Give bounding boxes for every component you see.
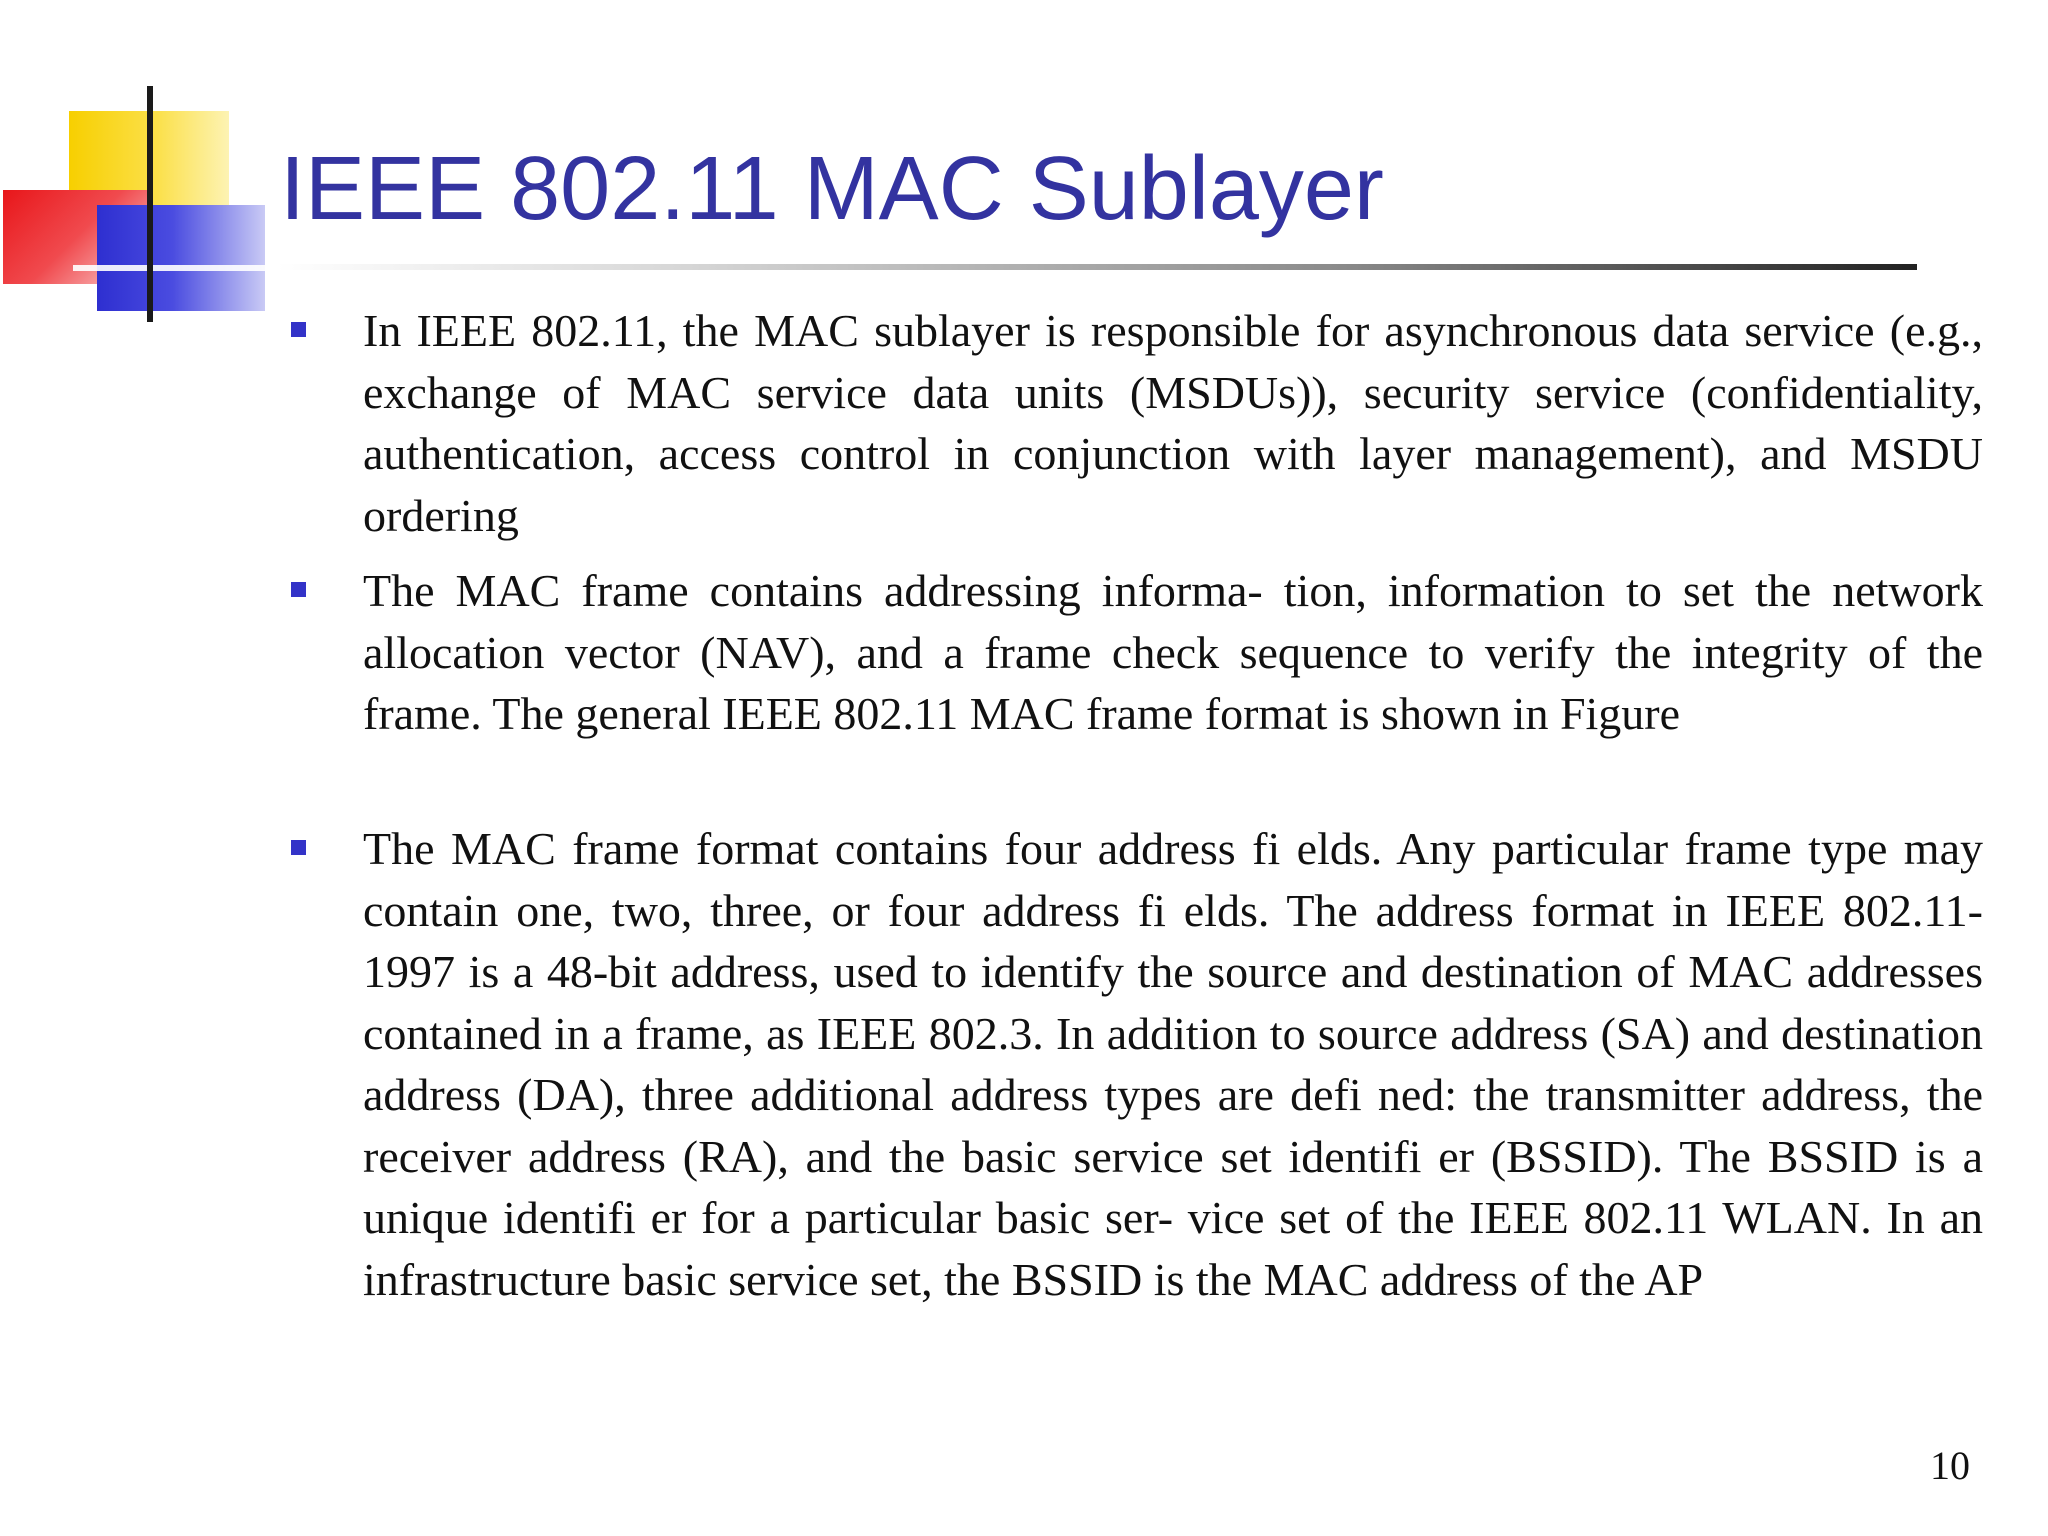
logo-vertical-line (147, 86, 153, 322)
bullet-square-icon (291, 322, 306, 337)
bullet-text-3: The MAC frame format contains four address fi elds. Any particular frame type may contain one, two, three, or four address fi elds. The address format in IEEE 802.11-1997 is a 48-bit address, used to identify the source and destination of MAC addresses contained in a frame, as IEEE 802.3. In addition to source address (SA) and destination address (DA), three additional address types are defi ned: the transmitter address, the receiver address (RA), and the basic service set identifi er (BSSID). The BSSID is a unique identifi er for a particular basic ser- vice set of the IEEE 802.11 WLAN. In an infrastructure basic service set, the BSSID is the MAC address of the AP (363, 823, 1983, 1305)
bullet-square-icon (291, 582, 306, 597)
bullet-square-icon (291, 840, 306, 855)
title-underline (277, 264, 1917, 270)
bullet-text-2: The MAC frame contains addressing informa- tion, information to set the network allocation vector (NAV), and a frame check sequence to verify the integrity of the frame. The general IEEE 802.11 MAC frame format is shown in Figure (363, 565, 1983, 739)
slide-title: IEEE 802.11 MAC Sublayer (280, 139, 1384, 239)
bullet-text-1: In IEEE 802.11, the MAC sublayer is responsible for asynchronous data service (e.g., exchange of MAC service data units (MSDUs)), security service (confidentiality, authentication, access control in conjunction with layer management), and MSDU ordering (363, 305, 1983, 541)
page-number: 10 (1930, 1443, 1970, 1488)
logo-blue-block (97, 205, 265, 311)
logo-horizontal-line (73, 265, 273, 271)
